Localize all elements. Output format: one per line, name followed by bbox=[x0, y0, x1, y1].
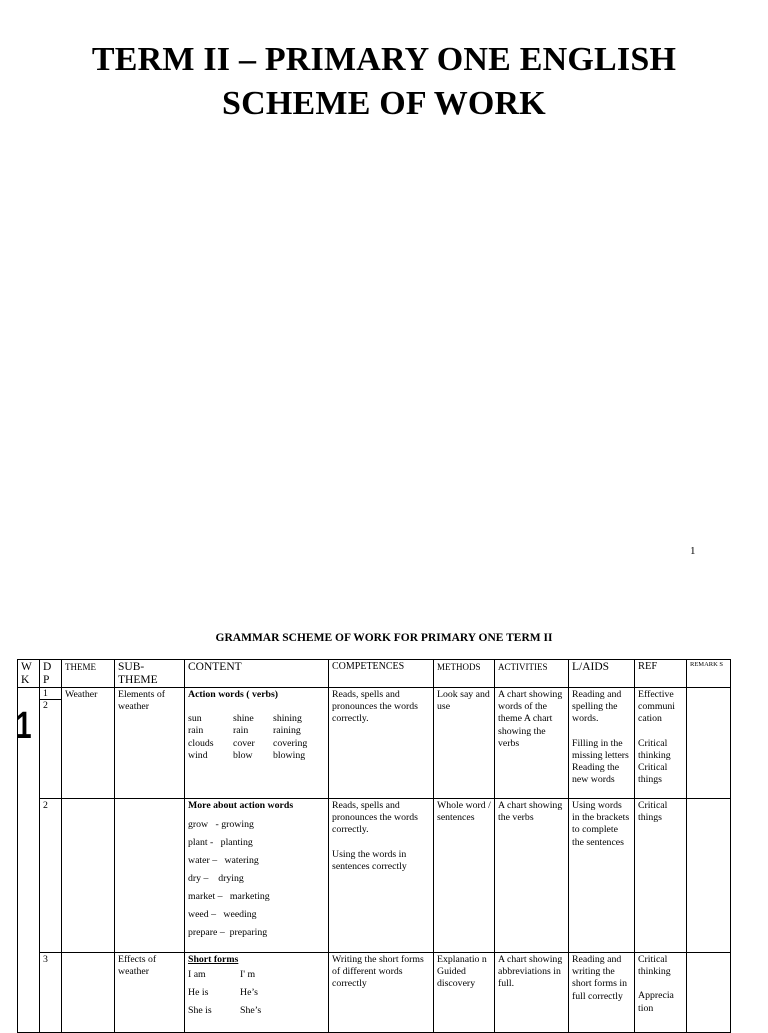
theme-cell bbox=[62, 799, 115, 953]
dp-cell: 3 bbox=[40, 953, 62, 1033]
ref-cell bbox=[635, 953, 687, 1033]
sub-theme-cell: Effects of weather bbox=[115, 953, 185, 1033]
header-laids: L/AIDS bbox=[569, 660, 635, 688]
title-line-1: TERM II – PRIMARY ONE ENGLISH bbox=[91, 41, 677, 78]
remarks-cell bbox=[687, 688, 731, 799]
word-pair: prepare – preparing bbox=[188, 927, 268, 939]
dp-cell bbox=[40, 688, 62, 799]
table-subtitle: GRAMMAR SCHEME OF WORK FOR PRIMARY ONE TERM II bbox=[215, 632, 553, 644]
header-sub-theme: SUB-THEME bbox=[115, 660, 185, 688]
header-content: CONTENT bbox=[185, 660, 329, 688]
ref-text: Critical thinking Critical things bbox=[638, 737, 671, 786]
word-pair: I am I' m bbox=[188, 969, 256, 981]
dp-value: 1 bbox=[40, 688, 61, 700]
content-cell bbox=[185, 799, 329, 953]
word-pair: plant - planting bbox=[188, 837, 253, 849]
header-theme: THEME bbox=[62, 660, 115, 688]
methods-cell: Explanatio n Guided discovery bbox=[434, 953, 495, 1033]
table-row bbox=[18, 799, 731, 953]
remarks-cell bbox=[687, 953, 731, 1033]
week-number-marker: 1 bbox=[16, 704, 32, 746]
ref-text: Critical thinking bbox=[638, 954, 671, 978]
laids-cell: Using words in the brackets to complete the sentences bbox=[569, 799, 635, 953]
ref-text: Effective communi cation bbox=[638, 689, 676, 725]
dp-cell: 2 bbox=[40, 799, 62, 953]
header-row bbox=[18, 660, 731, 688]
competences-cell: Writing the short forms of different words correctly bbox=[329, 953, 434, 1033]
title-line-2: SCHEME OF WORK bbox=[222, 85, 546, 122]
competences-text: Using the words in sentences correctly bbox=[332, 848, 407, 872]
word-pair: weed – weeding bbox=[188, 909, 257, 921]
sub-theme-cell: Elements of weather bbox=[115, 688, 185, 799]
laids-cell: Reading and writing the short forms in full correctly bbox=[569, 953, 635, 1033]
content-title: Short forms bbox=[188, 954, 239, 965]
table-row bbox=[18, 688, 731, 799]
page-number: 1 bbox=[690, 545, 696, 557]
table-row bbox=[18, 953, 731, 1033]
content-cell bbox=[185, 953, 329, 1033]
header-wk: W K bbox=[18, 660, 40, 688]
competences-cell bbox=[329, 799, 434, 953]
content-title: More about action words bbox=[188, 800, 294, 811]
word-pair: She is She’s bbox=[188, 1005, 262, 1017]
theme-cell bbox=[62, 953, 115, 1033]
word-row: rain rain raining bbox=[188, 725, 301, 737]
laids-cell bbox=[569, 688, 635, 799]
word-row: sun shine shining bbox=[188, 713, 302, 725]
content-title: Action words ( verbs) bbox=[188, 689, 279, 700]
laids-text: Reading and spelling the words. bbox=[572, 689, 622, 725]
document-title bbox=[0, 38, 768, 126]
competences-text: Reads, spells and pronounces the words correctly. bbox=[332, 800, 418, 836]
scheme-table bbox=[17, 659, 731, 1033]
word-row: clouds cover covering bbox=[188, 737, 308, 749]
methods-cell: Look say and use bbox=[434, 688, 495, 799]
laids-text: Filling in the missing letters Reading the new words bbox=[572, 737, 629, 786]
word-pair: dry – drying bbox=[188, 873, 244, 885]
dp-sub-value: 2 bbox=[43, 700, 48, 711]
activities-cell: A chart showing abbreviations in full. bbox=[495, 953, 569, 1033]
header-remarks: REMARK S bbox=[687, 660, 731, 688]
header-activities: ACTIVITIES bbox=[495, 660, 569, 688]
activities-cell: A chart showing the verbs bbox=[495, 799, 569, 953]
word-pair: water – watering bbox=[188, 855, 259, 867]
content-cell bbox=[185, 688, 329, 799]
header-methods: METHODS bbox=[434, 660, 495, 688]
remarks-cell bbox=[687, 799, 731, 953]
word-row: wind blow blowing bbox=[188, 749, 306, 761]
header-dp: D P bbox=[40, 660, 62, 688]
word-pair: market – marketing bbox=[188, 891, 270, 903]
word-pair: He is He’s bbox=[188, 987, 258, 999]
theme-cell: Weather bbox=[62, 688, 115, 799]
methods-cell: Whole word / sentences bbox=[434, 799, 495, 953]
header-ref: REF bbox=[635, 660, 687, 688]
ref-cell: Critical things bbox=[635, 799, 687, 953]
sub-theme-cell bbox=[115, 799, 185, 953]
ref-text: Apprecia tion bbox=[638, 990, 674, 1014]
word-pair: grow - growing bbox=[188, 819, 254, 831]
header-competences: COMPETENCES bbox=[329, 660, 434, 688]
ref-cell bbox=[635, 688, 687, 799]
activities-cell: A chart showing words of the theme A chart showing the verbs bbox=[495, 688, 569, 799]
competences-cell: Reads, spells and pronounces the words correctly. bbox=[329, 688, 434, 799]
